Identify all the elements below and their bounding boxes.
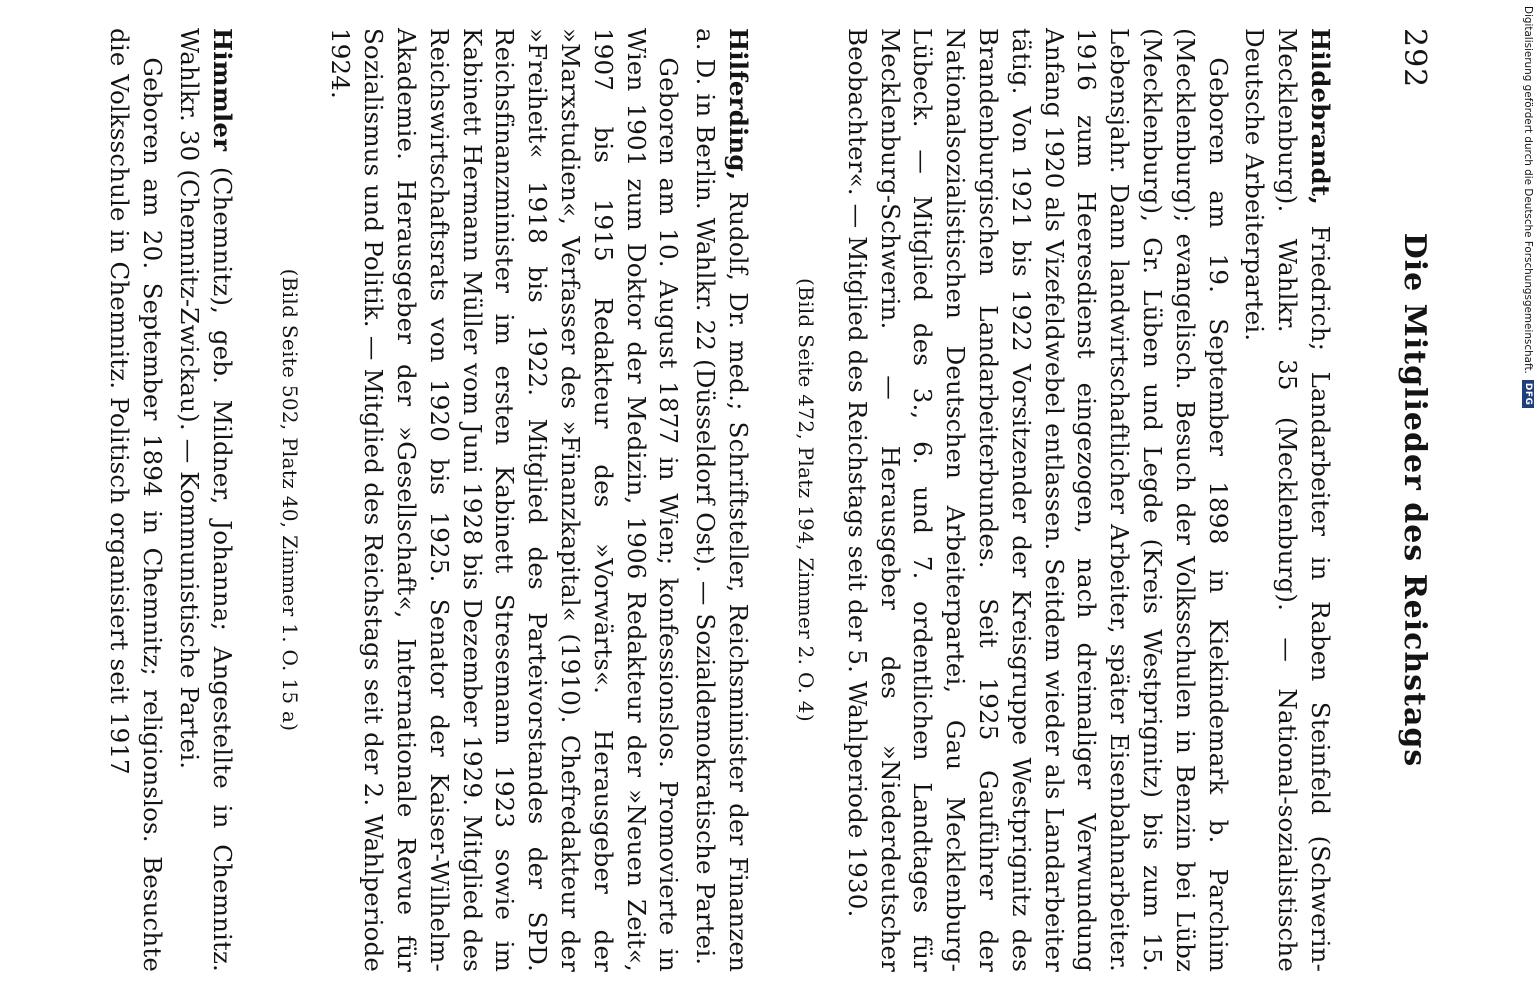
digitization-note [1518,0,1537,540]
entry-name: Hildebrandt, [1306,28,1335,205]
entry-intro [1238,28,1336,972]
entry-name: Himmler [207,28,237,152]
entry-heading-text: Friedrich; Landarbeiter in Raben Steinfeld (Schwerin-Mecklenburg). Wahlkr. 35 (Mecklenburg). — National-sozialistische Deutsche Arbeiterpartei. [1240,28,1335,972]
entry-biography: Geboren am 10. August 1877 in Wien; konfessionslos. Promovierte in Wien 1901 zum Doktor der Medizin, 1906 Redakteur der »Neuen Zeit«, 1907 bis 1915 Redakteur des »Vorwärts«. Herausgeber der »Marxstudien«, Verfasser des »Finanzkapital« (1910). Chefredakteur der »Freiheit« 1918 bis 1922. Mitglied des Parteivorstandes der SPD. Reichsfinanzminister im ersten Kabinett Stresemann 1923 sowie im Kabinett Hermann Müller vom Juni 1928 bis Dezember 1929. Mitglied des Reichswirtschaftsrats von 1920 bis 1925. Senator der Kaiser-Wilhelm-Akademie. Herausgeber der »Gesellschaft«, Internationale Revue für Sozialismus und Politik. — Mitglied des Reichstags seit der 2. Wahlperiode 1924. [326,28,684,972]
document-body [63,28,1337,972]
entry-biography: Geboren am 20. September 1894 in Chemnitz; religionslos. Besuchte die Volksschule in Chemnitz. Politisch organisiert seit 1917 [105,28,168,972]
entry-intro [688,28,754,972]
entry-heading-text: (Chemnitz), geb. Mildner, Johanna; Angestellte in Chemnitz. Wahlkr. 30 (Chemnitz-Zwickau). — Kommunistische Partei. [174,28,237,972]
entry-caption: (Bild Seite 472, Platz 194, Zimmer 2. O. 4) [794,278,819,722]
entry-heading-text: Rudolf, Dr. med.; Schriftsteller, Reichsminister der Finanzen a. D. in Berlin. Wahlkr. 22 (Düsseldorf Ost). — Sozialdemokratische Partei. [691,28,754,972]
entry-hilferding [278,28,754,972]
dfg-logo: DFG [1522,380,1534,409]
entry-name: Hilferding, [724,28,754,181]
entry-intro [172,28,238,972]
running-head: Die Mitglieder des Reichstags [1397,232,1432,768]
entry-biography: Geboren am 19. September 1898 in Kiekindemark b. Parchim (Mecklenburg); evangelisch. Besuch der Volksschulen in Benzin bei Lübz (Mecklenburg), Gr. Lüben und Legde (Kreis Westprignitz) bis zum 15. Lebensjahr. Dann landwirtschaftlicher Arbeiter, später Eisenbahnarbeiter. 1916 zum Heeresdienst eingezogen, nach dreimaliger Verwundung Anfang 1920 als Vizefeldwebel entlassen. Seitdem wieder als Landarbeiter tätig. Von 1921 bis 1922 Vorsitzender der Kreisgruppe Westprignitz des Brandenburgischen Landarbeiterbundes. Seit 1925 Gauführer der Nationalsozialistischen Deutschen Arbeiterpartei, Gau Mecklenburg-Lübeck. — Mitglied des 3., 6. und 7. ordentlichen Landtages für Mecklenburg-Schwerin. — Herausgeber des »Niederdeutscher Beobachter«. — Mitglied des Reichstags seit der 5. Wahlperiode 1930. [842,28,1233,972]
page-number: 292 [1397,28,1432,89]
entry-caption: (Bild Seite 502, Platz 40, Zimmer 1. O. 15 a) [277,268,302,732]
entry-himmler [103,28,238,972]
digitization-note-text: Digitalisierung gefördert durch die Deutsche Forschungsgemeinschaft. [1522,6,1534,374]
entry-hildebrandt [794,28,1336,972]
page-header [1376,28,1432,972]
